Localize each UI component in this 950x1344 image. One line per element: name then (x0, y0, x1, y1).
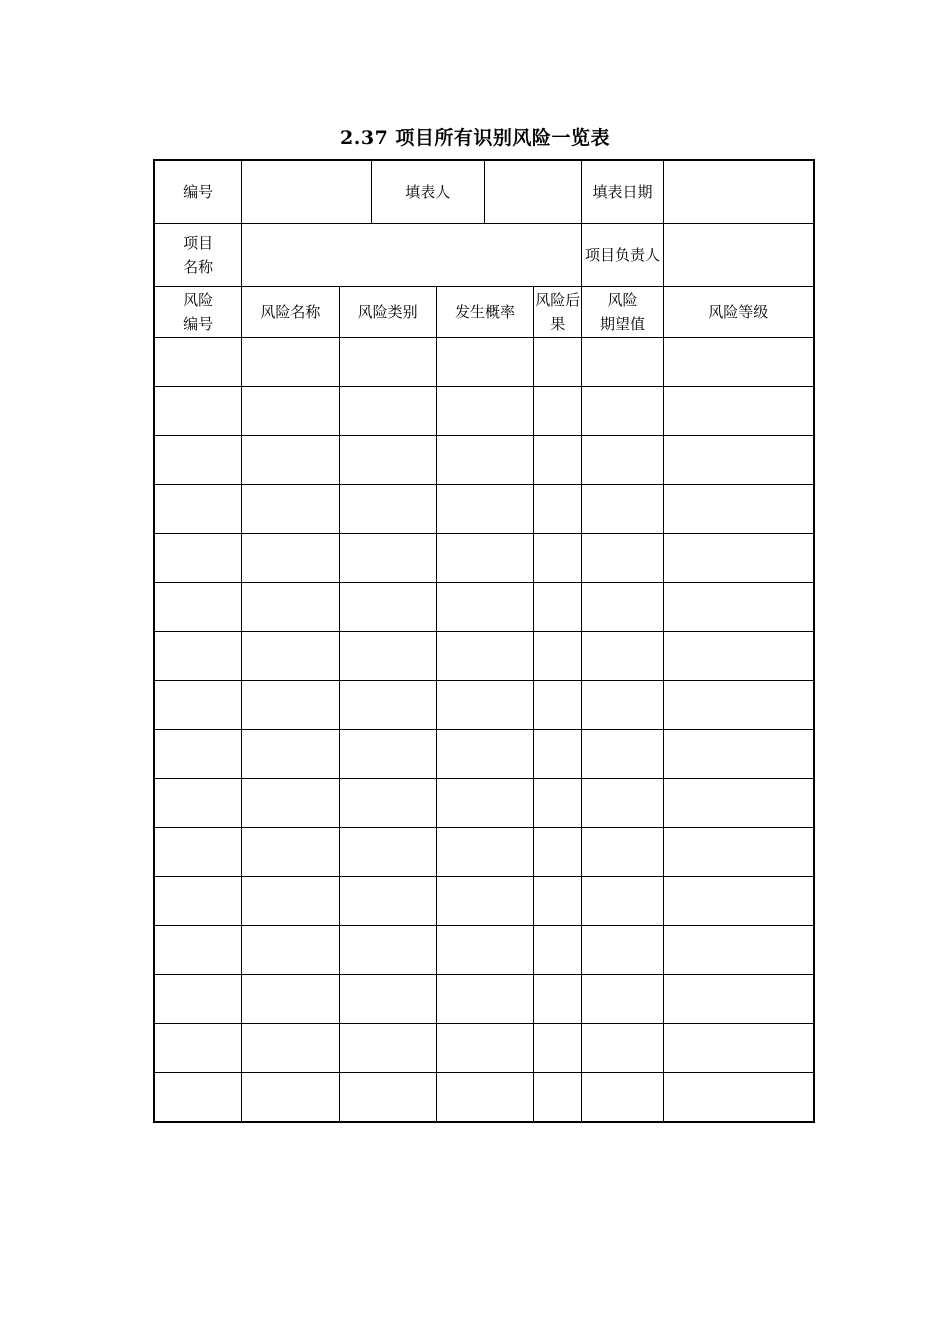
table-row (154, 1024, 814, 1073)
risk-list-table (153, 159, 815, 1123)
table-row (154, 828, 814, 877)
risk-name-cell[interactable] (242, 338, 339, 387)
risk-id-cell[interactable] (154, 926, 242, 975)
expected-value-cell[interactable] (582, 730, 663, 779)
risk-id-cell[interactable] (154, 632, 242, 681)
table-body (154, 160, 814, 1122)
risk-name-cell[interactable] (242, 534, 339, 583)
col-expected-value-line-1: 风险 (607, 291, 638, 309)
risk-category-cell[interactable] (339, 1024, 436, 1073)
filler-label: 填表人 (371, 160, 484, 224)
expected-value-cell[interactable] (582, 632, 663, 681)
risk-id-cell[interactable] (154, 779, 242, 828)
col-risk-level: 风险等级 (663, 287, 814, 338)
col-expected-value (582, 287, 663, 338)
probability-cell[interactable] (436, 485, 533, 534)
risk-category-cell[interactable] (339, 632, 436, 681)
consequence-cell[interactable] (534, 632, 582, 681)
consequence-cell[interactable] (534, 681, 582, 730)
risk-level-cell[interactable] (663, 828, 814, 877)
probability-cell[interactable] (436, 534, 533, 583)
col-probability: 发生概率 (436, 287, 533, 338)
table-row (154, 975, 814, 1024)
probability-cell[interactable] (436, 975, 533, 1024)
risk-category-cell[interactable] (339, 338, 436, 387)
risk-id-cell[interactable] (154, 975, 242, 1024)
number-label: 编号 (154, 160, 242, 224)
consequence-cell[interactable] (534, 975, 582, 1024)
risk-category-cell[interactable] (339, 583, 436, 632)
risk-name-cell[interactable] (242, 828, 339, 877)
expected-value-cell[interactable] (582, 338, 663, 387)
risk-level-cell[interactable] (663, 534, 814, 583)
expected-value-cell[interactable] (582, 877, 663, 926)
probability-cell[interactable] (436, 779, 533, 828)
risk-level-cell[interactable] (663, 632, 814, 681)
consequence-cell[interactable] (534, 926, 582, 975)
expected-value-cell[interactable] (582, 436, 663, 485)
risk-level-cell[interactable] (663, 1073, 814, 1123)
table-row (154, 730, 814, 779)
risk-name-cell[interactable] (242, 877, 339, 926)
header-row-project (154, 224, 814, 287)
probability-cell[interactable] (436, 730, 533, 779)
expected-value-cell[interactable] (582, 975, 663, 1024)
risk-name-cell[interactable] (242, 485, 339, 534)
risk-level-cell[interactable] (663, 387, 814, 436)
risk-id-cell[interactable] (154, 436, 242, 485)
consequence-cell[interactable] (534, 583, 582, 632)
risk-category-cell[interactable] (339, 436, 436, 485)
expected-value-cell[interactable] (582, 534, 663, 583)
consequence-cell[interactable] (534, 436, 582, 485)
probability-cell[interactable] (436, 338, 533, 387)
risk-id-cell[interactable] (154, 681, 242, 730)
risk-category-cell[interactable] (339, 1073, 436, 1123)
risk-category-cell[interactable] (339, 975, 436, 1024)
risk-name-cell[interactable] (242, 632, 339, 681)
table-row (154, 436, 814, 485)
risk-name-cell[interactable] (242, 926, 339, 975)
expected-value-cell[interactable] (582, 828, 663, 877)
probability-cell[interactable] (436, 926, 533, 975)
probability-cell[interactable] (436, 583, 533, 632)
expected-value-cell[interactable] (582, 779, 663, 828)
project-lead-label: 项目负责人 (582, 224, 663, 287)
table-row (154, 583, 814, 632)
risk-name-cell[interactable] (242, 436, 339, 485)
table-row (154, 387, 814, 436)
probability-cell[interactable] (436, 681, 533, 730)
date-field[interactable] (663, 160, 814, 224)
consequence-cell[interactable] (534, 1073, 582, 1123)
risk-category-cell[interactable] (339, 730, 436, 779)
consequence-cell[interactable] (534, 534, 582, 583)
risk-id-cell[interactable] (154, 583, 242, 632)
project-name-label (154, 224, 242, 287)
consequence-cell[interactable] (534, 387, 582, 436)
table-row (154, 1073, 814, 1123)
risk-level-cell[interactable] (663, 779, 814, 828)
project-name-label-line-1: 项目 (183, 234, 214, 252)
expected-value-cell[interactable] (582, 583, 663, 632)
risk-name-cell[interactable] (242, 779, 339, 828)
table-row (154, 779, 814, 828)
risk-name-cell[interactable] (242, 583, 339, 632)
risk-category-cell[interactable] (339, 681, 436, 730)
risk-id-cell[interactable] (154, 534, 242, 583)
risk-level-cell[interactable] (663, 975, 814, 1024)
risk-category-cell[interactable] (339, 534, 436, 583)
table-row (154, 534, 814, 583)
risk-level-cell[interactable] (663, 730, 814, 779)
project-lead-field[interactable] (663, 224, 814, 287)
risk-id-cell[interactable] (154, 485, 242, 534)
expected-value-cell[interactable] (582, 1073, 663, 1123)
probability-cell[interactable] (436, 387, 533, 436)
date-label: 填表日期 (582, 160, 663, 224)
expected-value-cell[interactable] (582, 485, 663, 534)
header-row-basic-info (154, 160, 814, 224)
probability-cell[interactable] (436, 632, 533, 681)
risk-category-cell[interactable] (339, 828, 436, 877)
probability-cell[interactable] (436, 1073, 533, 1123)
col-risk-category: 风险类别 (339, 287, 436, 338)
filler-field[interactable] (484, 160, 581, 224)
probability-cell[interactable] (436, 828, 533, 877)
risk-level-cell[interactable] (663, 926, 814, 975)
consequence-cell[interactable] (534, 338, 582, 387)
risk-name-cell[interactable] (242, 1024, 339, 1073)
col-risk-id (154, 287, 242, 338)
risk-category-cell[interactable] (339, 926, 436, 975)
col-risk-id-line-1: 风险 (183, 291, 214, 309)
table-row (154, 877, 814, 926)
risk-category-cell[interactable] (339, 387, 436, 436)
risk-level-cell[interactable] (663, 436, 814, 485)
risk-id-cell[interactable] (154, 387, 242, 436)
col-consequence: 风险后果 (534, 287, 582, 338)
table-row (154, 338, 814, 387)
consequence-cell[interactable] (534, 1024, 582, 1073)
column-header-row (154, 287, 814, 338)
page-title: 2.37 项目所有识别风险一览表 (340, 127, 610, 149)
risk-id-cell[interactable] (154, 338, 242, 387)
consequence-cell[interactable] (534, 730, 582, 779)
table-row (154, 926, 814, 975)
risk-id-cell[interactable] (154, 1024, 242, 1073)
number-field[interactable] (242, 160, 371, 224)
risk-category-cell[interactable] (339, 877, 436, 926)
col-risk-name: 风险名称 (242, 287, 339, 338)
expected-value-cell[interactable] (582, 387, 663, 436)
risk-id-cell[interactable] (154, 828, 242, 877)
table-row (154, 681, 814, 730)
risk-level-cell[interactable] (663, 1024, 814, 1073)
expected-value-cell[interactable] (582, 1024, 663, 1073)
risk-id-cell[interactable] (154, 730, 242, 779)
risk-category-cell[interactable] (339, 779, 436, 828)
risk-category-cell[interactable] (339, 485, 436, 534)
probability-cell[interactable] (436, 436, 533, 485)
consequence-cell[interactable] (534, 485, 582, 534)
risk-name-cell[interactable] (242, 730, 339, 779)
expected-value-cell[interactable] (582, 681, 663, 730)
table-row (154, 485, 814, 534)
risk-id-cell[interactable] (154, 877, 242, 926)
risk-level-cell[interactable] (663, 681, 814, 730)
risk-level-cell[interactable] (663, 485, 814, 534)
risk-name-cell[interactable] (242, 975, 339, 1024)
consequence-cell[interactable] (534, 779, 582, 828)
col-risk-id-line-2: 编号 (183, 315, 214, 333)
project-name-label-line-2: 名称 (183, 258, 214, 276)
project-name-field[interactable] (242, 224, 582, 287)
probability-cell[interactable] (436, 877, 533, 926)
consequence-cell[interactable] (534, 828, 582, 877)
probability-cell[interactable] (436, 1024, 533, 1073)
risk-id-cell[interactable] (154, 1073, 242, 1123)
risk-level-cell[interactable] (663, 877, 814, 926)
expected-value-cell[interactable] (582, 926, 663, 975)
risk-level-cell[interactable] (663, 338, 814, 387)
consequence-cell[interactable] (534, 877, 582, 926)
risk-name-cell[interactable] (242, 387, 339, 436)
risk-level-cell[interactable] (663, 583, 814, 632)
table-row (154, 632, 814, 681)
risk-name-cell[interactable] (242, 681, 339, 730)
col-expected-value-line-2: 期望值 (599, 315, 645, 333)
risk-name-cell[interactable] (242, 1073, 339, 1123)
